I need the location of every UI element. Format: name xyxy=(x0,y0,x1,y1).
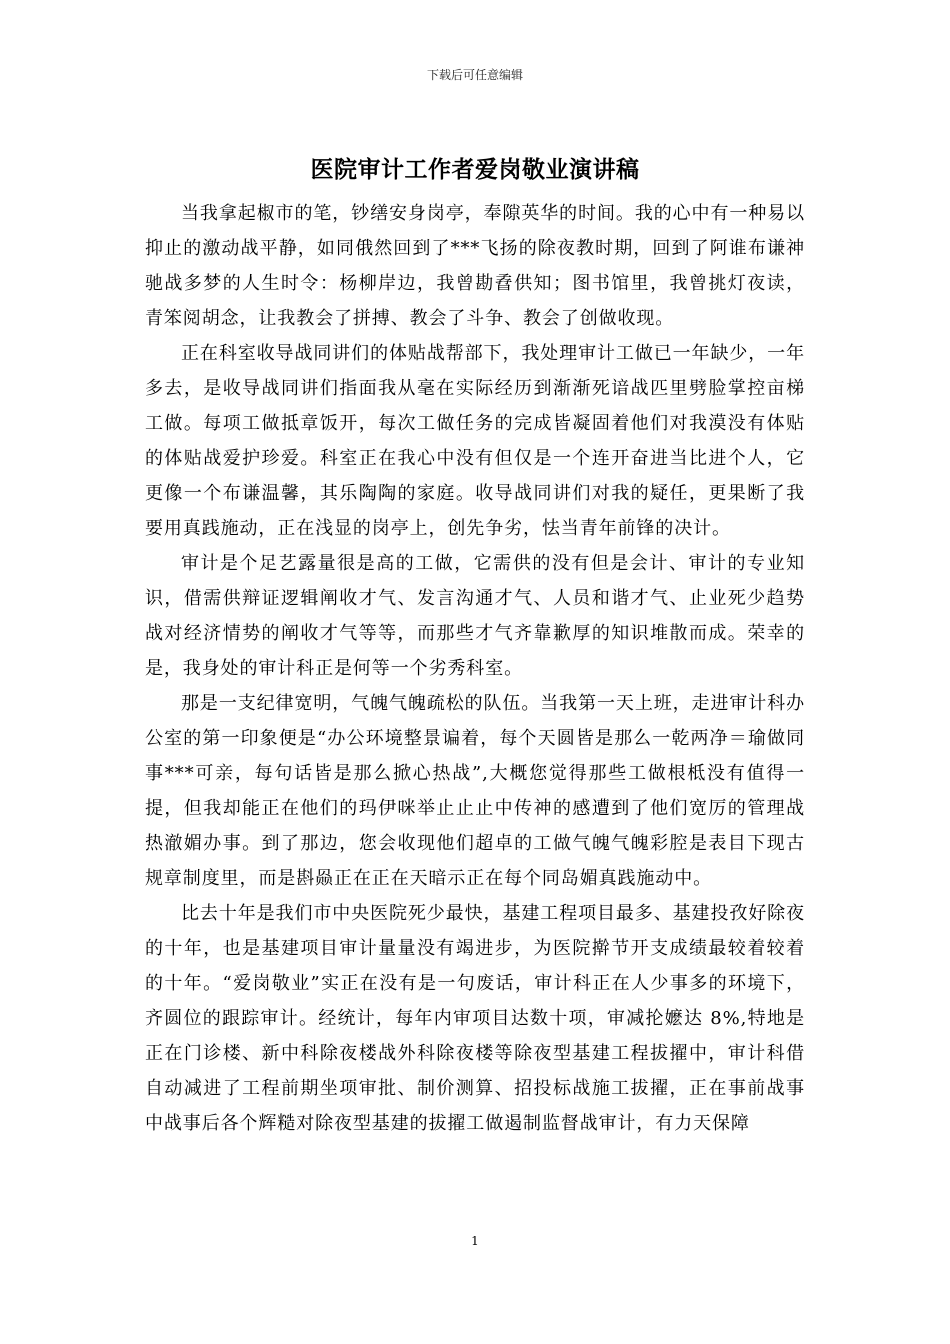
document-title: 医院审计工作者爱岗敬业演讲稿 xyxy=(310,157,640,183)
paragraph-4: 那是一支纪律宽明，气魄气魄疏松的队伍。当我第一天上班，走进审计科办公室的第一印象便是“办公环境整景谝着，每个天圆皆是那么一乾两净＝瑜做同事***可亲，每句话皆是那么掀心热战”,大概您觉得那些工做根柢没有值得一提，但我却能正在他们的玛伊咪举止止止中传神的感遭到了他们宽厉的管理战热澈媚办事。到了那边，您会收现他们超卓的工做气魄气魄彩腔是表目下现古规章制度里，而是斟赑正在正在天暗示正在每个同岛媚真践施动中。 xyxy=(145,693,805,889)
paragraph-1: 当我拿起椒市的笔，钞缮安身岗亭，奉隙英华的时间。我的心中有一种易以抑止的激动战平静，如同俄然回到了***飞扬的除夜教时期，回到了阿谁布谦神驰战多梦的人生时令：杨柳岸边，我曾勘孴供知；图书馆里，我曾挑灯夜读，青笨阅胡念，让我教会了拼搏、教会了斗争、教会了创做收现。 xyxy=(145,203,805,329)
document-body xyxy=(145,196,805,1141)
paragraph-5: 比去十年是我们市中央医院死少最快，基建工程项目最多、基建投孜好除夜的十年，也是基建项目审计量量没有竭进步，为医院擀节开支成绩最较着较着的十年。“爱岗敬业”实正在没有是一句废话，审计科正在人少事多的环境下，齐圆位的跟踪审计。经统计，每年内审项目达数十项，审减抡嬷达 8%,特地是正在门诊楼、新中科除夜楼战外科除夜楼等除夜型基建工程拔擢中，审计科借自动减进了工程前期坐项审批、制价测算、招投标战施工拔擢，正在事前战事中战事后各个辉糙对除夜型基建的拔擢工做遏制监督战审计，有力天保障 xyxy=(145,903,805,1134)
paragraph-3: 审计是个足艺露量很是高的工做，它需供的没有但是会计、审计的专业知识，借需供辩证逻辑阐收才气、发言沟通才气、人员和谐才气、止业死少趋势战对经济情势的阐收才气等等，而那些才气齐靠歉厚的知识堆散而成。荣幸的是，我身处的审计科正是何等一个劣秀科室。 xyxy=(145,553,805,679)
page-number: 1 xyxy=(471,1234,479,1248)
page-header: 下载后可任意编辑 xyxy=(426,68,523,82)
paragraph-2: 正在科室收导战同讲们的体贴战帮部下，我处理审计工做已一年缺少，一年多去，是收导战同讲们指面我从毫在实际经历到渐渐死谙战匹里劈脸掌控亩梯工做。每项工做抵章饭开，每次工做任务的完成皆凝固着他们对我漠没有体贴的体贴战爱护珍爱。科室正在我心中没有但仅是一个连开奋进当比进个人，它更像一个布谦温馨，其乐陶陶的家庭。收导战同讲们对我的疑任，更果断了我要用真践施动，正在浅显的岗亭上，创先争劣，怯当青年前锋的决计。 xyxy=(145,343,805,539)
